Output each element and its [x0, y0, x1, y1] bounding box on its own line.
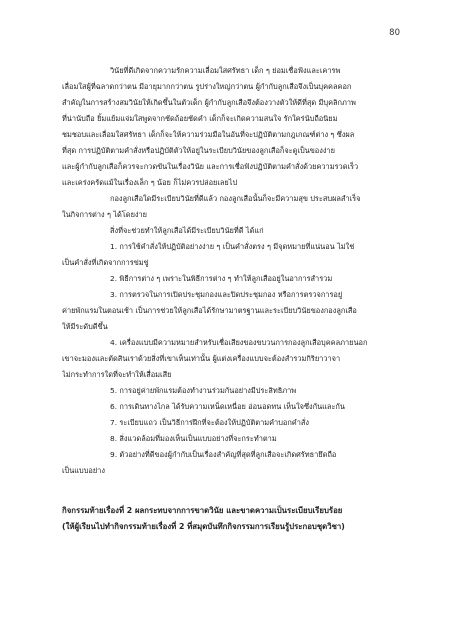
list-item-continuation: ไม่กระทำการใดที่จะทำให้เสื่อมเสีย — [62, 370, 172, 379]
paragraph-line: ชมชอบและเลื่อมใสศรัทธา เด็กก็จะให้ความร่วมมือในอันที่จะปฏิบัติตามกฎเกณฑ์ต่าง ๆ ซึ่งผล — [62, 130, 355, 139]
list-item: 5. การอยู่ค่ายพักแรมต้องทำงานร่วมกันอย่างมีประสิทธิภาพ — [110, 386, 297, 395]
list-item-continuation: ค่ายพักแรมในตอนเช้า เป็นการช่วยให้ลูกเสือได้รักษามาตรฐานและระเบียบวินัยของกองลูกเสือ — [62, 306, 357, 315]
list-item: 2. พิธีการต่าง ๆ เพราะในพิธีการต่าง ๆ ทำให้ลูกเสืออยู่ในอาการสำรวม — [110, 274, 333, 283]
paragraph-line: และเคร่งครัดแม้ในเรื่องเล็ก ๆ น้อย ก็ไม่ควรปล่อยเลยไป — [62, 178, 238, 187]
paragraph-line: ที่น่านับถือ ยิ้มแย้มแจ่มใสพูดจากชัดถ้อยชัดคำ เด็กก็จะเกิดความสนใจ รักใคร่นับถือนิยม — [62, 114, 338, 123]
list-item-continuation: เป็นคำสั่งที่เกิดจากการข่มขู่ — [62, 258, 149, 267]
list-item-continuation: เป็นแบบอย่าง — [62, 466, 105, 475]
activity-heading: กิจกรรมท้ายเรื่องที่ 2 ผลกระทบจากการขาดวินัย และขาดความเป็นระเบียบเรียบร้อย — [62, 506, 343, 515]
list-item-continuation: เขาจะมองและตัดสินเราด้วยสิ่งที่เขาเห็นเท่านั้น ผู้แต่งเครื่องแบบจะต้องสำรวมกิริยาวาจา — [62, 354, 341, 363]
list-item: 8. สิ่งแวดล้อมที่มองเห็นเป็นแบบอย่างที่จะกระทำตาม — [110, 434, 277, 443]
paragraph-line: ที่สุด การปฏิบัติตามคำสั่งหรือปฏิบัติตัวให้อยู่ในระเบียบวินัยของลูกเสือก็จะดูเป็นของง่าย — [62, 146, 335, 155]
activity-instruction: (ให้ผู้เรียนไปทำกิจกรรมท้ายเรื่องที่ 2 ที่สมุดบันทึกกิจกรรมการเรียนรู้ประกอบชุดวิชา) — [62, 522, 345, 531]
paragraph-line: ในกิจการต่าง ๆ ได้โดยง่าย — [62, 210, 147, 219]
list-item: 7. ระเบียบแถว เป็นวิธีการฝึกที่จะต้องให้ปฏิบัติตามคำบอกคำสั่ง — [110, 418, 310, 427]
list-intro: สิ่งที่จะช่วยทำให้ลูกเสือได้มีระเบียบวินัยที่ดี ได้แก่ — [110, 226, 264, 235]
list-item: 3. การตรวจในการเปิดประชุมกองและปิดประชุมกอง หรือการตรวจการอยู่ — [110, 290, 343, 299]
list-item: 6. การเดินทางไกล ได้รับความเหน็ดเหนื่อย อ่อนอดทน เห็นใจซึ่งกันและกัน — [110, 402, 345, 411]
list-item: 4. เครื่องแบบมีความหมายสำหรับเชื่อเสียงของขบวนการกองลูกเสือบุคคลภายนอก — [110, 338, 368, 347]
paragraph-line: และผู้กำกับลูกเสือก็ควรจะกวดขันในเรื่องวินัย และการเชื่อฟังปฏิบัติตามคำสั่งด้วยความรวดเร็ว — [62, 162, 359, 171]
page-number: 80 — [389, 28, 400, 38]
paragraph-line: กองลูกเสือใดมีระเบียบวินัยที่ดีแล้ว กองลูกเสือนั้นก็จะมีความสุข ประสบผลสำเร็จ — [110, 194, 361, 203]
paragraph-line: วินัยที่ดีเกิดจากความรักความเลื่อมใสศรัทธา เด็ก ๆ ย่อมเชื่อฟังและเคารพ — [110, 66, 341, 75]
list-item-continuation: ให้มีระดับดีขึ้น — [62, 322, 108, 331]
paragraph-line: สำคัญในการสร้างสมวินัยให้เกิดขึ้นในตัวเด็ก ผู้กำกับลูกเสือจึงต้องวางตัวให้ดีที่สุด มีบุคลิกภาพ — [62, 98, 356, 107]
list-item: 1. การใช้คำสั่งให้ปฏิบัติอย่างง่าย ๆ เป็นคำสั่งตรง ๆ มีจุดหมายที่แน่นอน ไม่ใช่ — [110, 242, 355, 251]
paragraph-line: เลื่อมใสผู้ที่ฉลาดกว่าตน มีอายุมากกว่าตน รูปร่างใหญ่กว่าตน ผู้กำกับลูกเสือจึงเป็นบุคคลคอก — [62, 82, 352, 91]
list-item: 9. ตัวอย่างที่ดีของผู้กำกับเป็นเรื่องสำคัญที่สุดที่ลูกเสือจะเกิดศรัทธายึดถือ — [110, 450, 337, 459]
section-spacer — [62, 479, 402, 503]
body-text — [62, 63, 402, 535]
